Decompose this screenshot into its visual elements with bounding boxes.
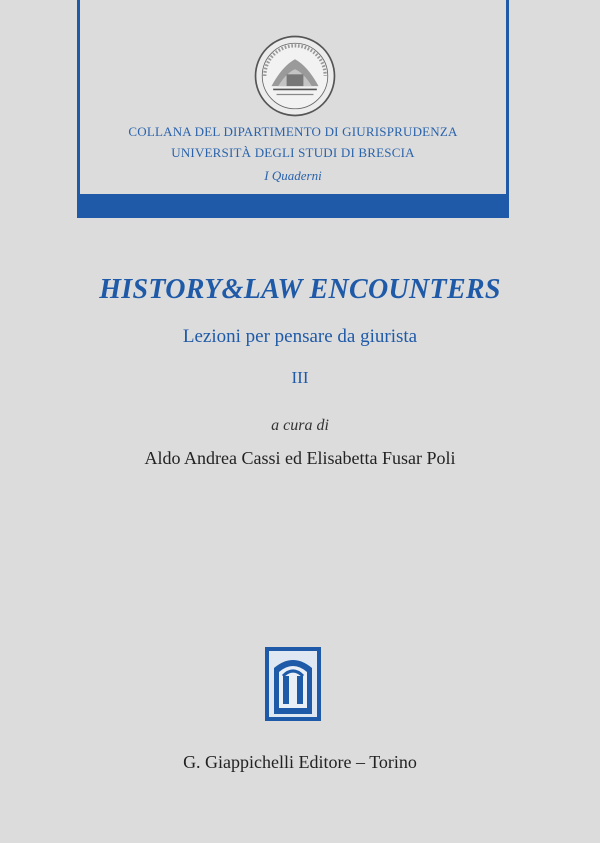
series-title: COLLANA DEL DIPARTIMENTO DI GIURISPRUDENZA xyxy=(128,124,458,139)
publisher-logo-icon xyxy=(264,646,322,722)
subseries-name: I Quaderni xyxy=(264,168,322,183)
publisher-name: G. Giappichelli Editore – Torino xyxy=(183,752,417,772)
book-subtitle: Lezioni per pensare da giurista xyxy=(182,326,418,347)
editors-names: Aldo Andrea Cassi ed Elisabetta Fusar Poli xyxy=(144,448,456,468)
university-name: UNIVERSITÀ DEGLI STUDI DI BRESCIA xyxy=(171,145,415,160)
university-seal-icon xyxy=(253,34,337,118)
book-title: HISTORY&LAW ENCOUNTERS xyxy=(99,274,501,305)
series-frame xyxy=(77,0,509,218)
editors-intro: a cura di xyxy=(271,417,329,434)
volume-number: III xyxy=(291,368,309,387)
series-bar xyxy=(80,194,506,218)
